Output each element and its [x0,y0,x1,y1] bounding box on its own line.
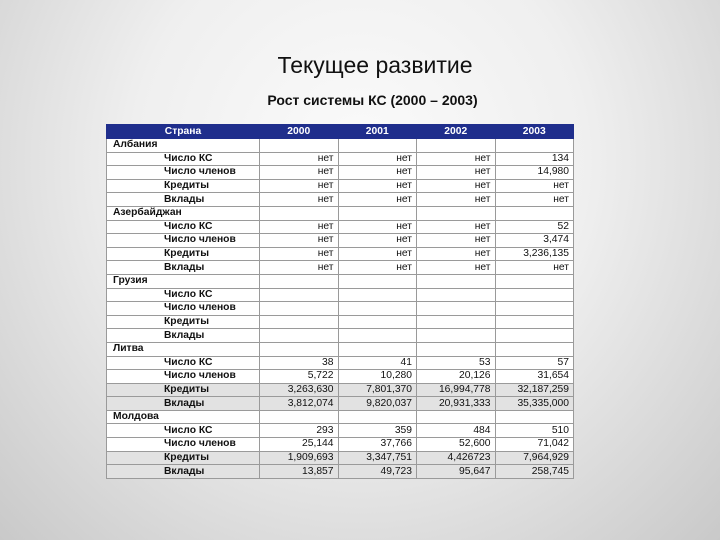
table-row [107,302,574,316]
value-cell: 31,654 [495,370,574,384]
value-cell [260,302,339,316]
empty-cell [260,274,339,288]
empty-cell [417,139,496,153]
metric-label: Вклады [107,261,260,275]
table-row [107,356,574,370]
value-cell: 510 [495,424,574,438]
value-cell: 16,994,778 [417,383,496,397]
table-body [107,139,574,479]
value-cell: нет [260,193,339,207]
empty-cell [260,139,339,153]
value-cell: 35,335,000 [495,397,574,411]
metric-label: Вклады [107,193,260,207]
value-cell: 293 [260,424,339,438]
header-year-2003: 2003 [495,125,574,139]
value-cell: 71,042 [495,438,574,452]
value-cell: 7,964,929 [495,451,574,465]
table-row [107,166,574,180]
value-cell [338,302,417,316]
country-row [107,342,574,356]
value-cell: 1,909,693 [260,451,339,465]
value-cell [417,315,496,329]
table-row [107,247,574,261]
value-cell: 57 [495,356,574,370]
metric-label: Число КС [107,424,260,438]
table-row [107,329,574,343]
metric-label: Вклады [107,329,260,343]
value-cell: 20,931,333 [417,397,496,411]
empty-cell [338,274,417,288]
table-row [107,383,574,397]
value-cell: 49,723 [338,465,417,479]
slide-title: Текущее развитие [277,52,473,78]
value-cell: нет [417,193,496,207]
country-row [107,410,574,424]
metric-label: Вклады [107,397,260,411]
empty-cell [338,139,417,153]
value-cell: нет [260,166,339,180]
value-cell: 7,801,370 [338,383,417,397]
slide-subtitle: Рост системы КС (2000 – 2003) [267,92,478,108]
value-cell: нет [417,166,496,180]
value-cell: 258,745 [495,465,574,479]
metric-label: Кредиты [107,247,260,261]
table-row [107,438,574,452]
empty-cell [417,410,496,424]
empty-cell [338,342,417,356]
table-row [107,465,574,479]
value-cell: 3,263,630 [260,383,339,397]
value-cell [260,288,339,302]
value-cell: нет [338,179,417,193]
value-cell: 14,980 [495,166,574,180]
value-cell: нет [417,247,496,261]
empty-cell [417,342,496,356]
value-cell: 25,144 [260,438,339,452]
value-cell: 20,126 [417,370,496,384]
metric-label: Число членов [107,438,260,452]
empty-cell [417,206,496,220]
value-cell: 41 [338,356,417,370]
metric-label: Число членов [107,302,260,316]
value-cell: нет [338,166,417,180]
table-header-row [107,125,574,139]
value-cell: 4,426723 [417,451,496,465]
value-cell [495,315,574,329]
empty-cell [338,206,417,220]
value-cell: нет [338,220,417,234]
table-row [107,288,574,302]
table-row [107,451,574,465]
table-row [107,179,574,193]
country-row [107,139,574,153]
value-cell [495,288,574,302]
empty-cell [495,410,574,424]
value-cell: нет [495,179,574,193]
value-cell: 10,280 [338,370,417,384]
value-cell: 134 [495,152,574,166]
empty-cell [260,410,339,424]
value-cell: 9,820,037 [338,397,417,411]
value-cell: 13,857 [260,465,339,479]
value-cell: нет [417,220,496,234]
value-cell: нет [260,247,339,261]
country-name: Грузия [107,274,260,288]
value-cell: 38 [260,356,339,370]
country-row [107,206,574,220]
value-cell: 52,600 [417,438,496,452]
country-name: Азербайджан [107,206,260,220]
value-cell: 484 [417,424,496,438]
value-cell: нет [260,220,339,234]
metric-label: Число КС [107,152,260,166]
country-name: Албания [107,139,260,153]
header-year-2000: 2000 [260,125,339,139]
empty-cell [260,206,339,220]
value-cell [338,288,417,302]
table-row [107,315,574,329]
value-cell: 359 [338,424,417,438]
value-cell: нет [417,179,496,193]
table-row [107,152,574,166]
value-cell: нет [260,261,339,275]
country-row [107,274,574,288]
value-cell: 37,766 [338,438,417,452]
value-cell: нет [495,193,574,207]
empty-cell [495,206,574,220]
header-year-2001: 2001 [338,125,417,139]
metric-label: Кредиты [107,451,260,465]
value-cell [338,315,417,329]
metric-label: Кредиты [107,179,260,193]
value-cell [260,315,339,329]
metric-label: Число членов [107,234,260,248]
value-cell: 52 [495,220,574,234]
table-row [107,220,574,234]
value-cell: нет [260,179,339,193]
empty-cell [417,274,496,288]
table-row [107,261,574,275]
growth-table [106,124,574,479]
value-cell: нет [338,261,417,275]
header-country: Страна [107,125,260,139]
value-cell: 3,812,074 [260,397,339,411]
header-year-2002: 2002 [417,125,496,139]
value-cell [417,288,496,302]
empty-cell [495,274,574,288]
value-cell: 95,647 [417,465,496,479]
value-cell: нет [417,234,496,248]
country-name: Молдова [107,410,260,424]
empty-cell [260,342,339,356]
metric-label: Число членов [107,166,260,180]
table-row [107,370,574,384]
value-cell: 3,347,751 [338,451,417,465]
value-cell: нет [338,247,417,261]
table-row [107,424,574,438]
value-cell [495,329,574,343]
value-cell: 3,474 [495,234,574,248]
value-cell: 32,187,259 [495,383,574,397]
table-row [107,234,574,248]
country-name: Литва [107,342,260,356]
empty-cell [495,139,574,153]
value-cell: 53 [417,356,496,370]
metric-label: Число КС [107,356,260,370]
value-cell: нет [495,261,574,275]
metric-label: Кредиты [107,315,260,329]
metric-label: Кредиты [107,383,260,397]
value-cell [417,329,496,343]
value-cell [495,302,574,316]
value-cell: нет [338,193,417,207]
empty-cell [495,342,574,356]
metric-label: Число КС [107,288,260,302]
value-cell: нет [417,152,496,166]
table-row [107,193,574,207]
metric-label: Число КС [107,220,260,234]
value-cell: нет [338,234,417,248]
value-cell [260,329,339,343]
value-cell: 5,722 [260,370,339,384]
value-cell: нет [338,152,417,166]
table-row [107,397,574,411]
metric-label: Число членов [107,370,260,384]
value-cell: нет [260,152,339,166]
value-cell: нет [260,234,339,248]
value-cell: нет [417,261,496,275]
value-cell [338,329,417,343]
value-cell: 3,236,135 [495,247,574,261]
empty-cell [338,410,417,424]
value-cell [417,302,496,316]
metric-label: Вклады [107,465,260,479]
